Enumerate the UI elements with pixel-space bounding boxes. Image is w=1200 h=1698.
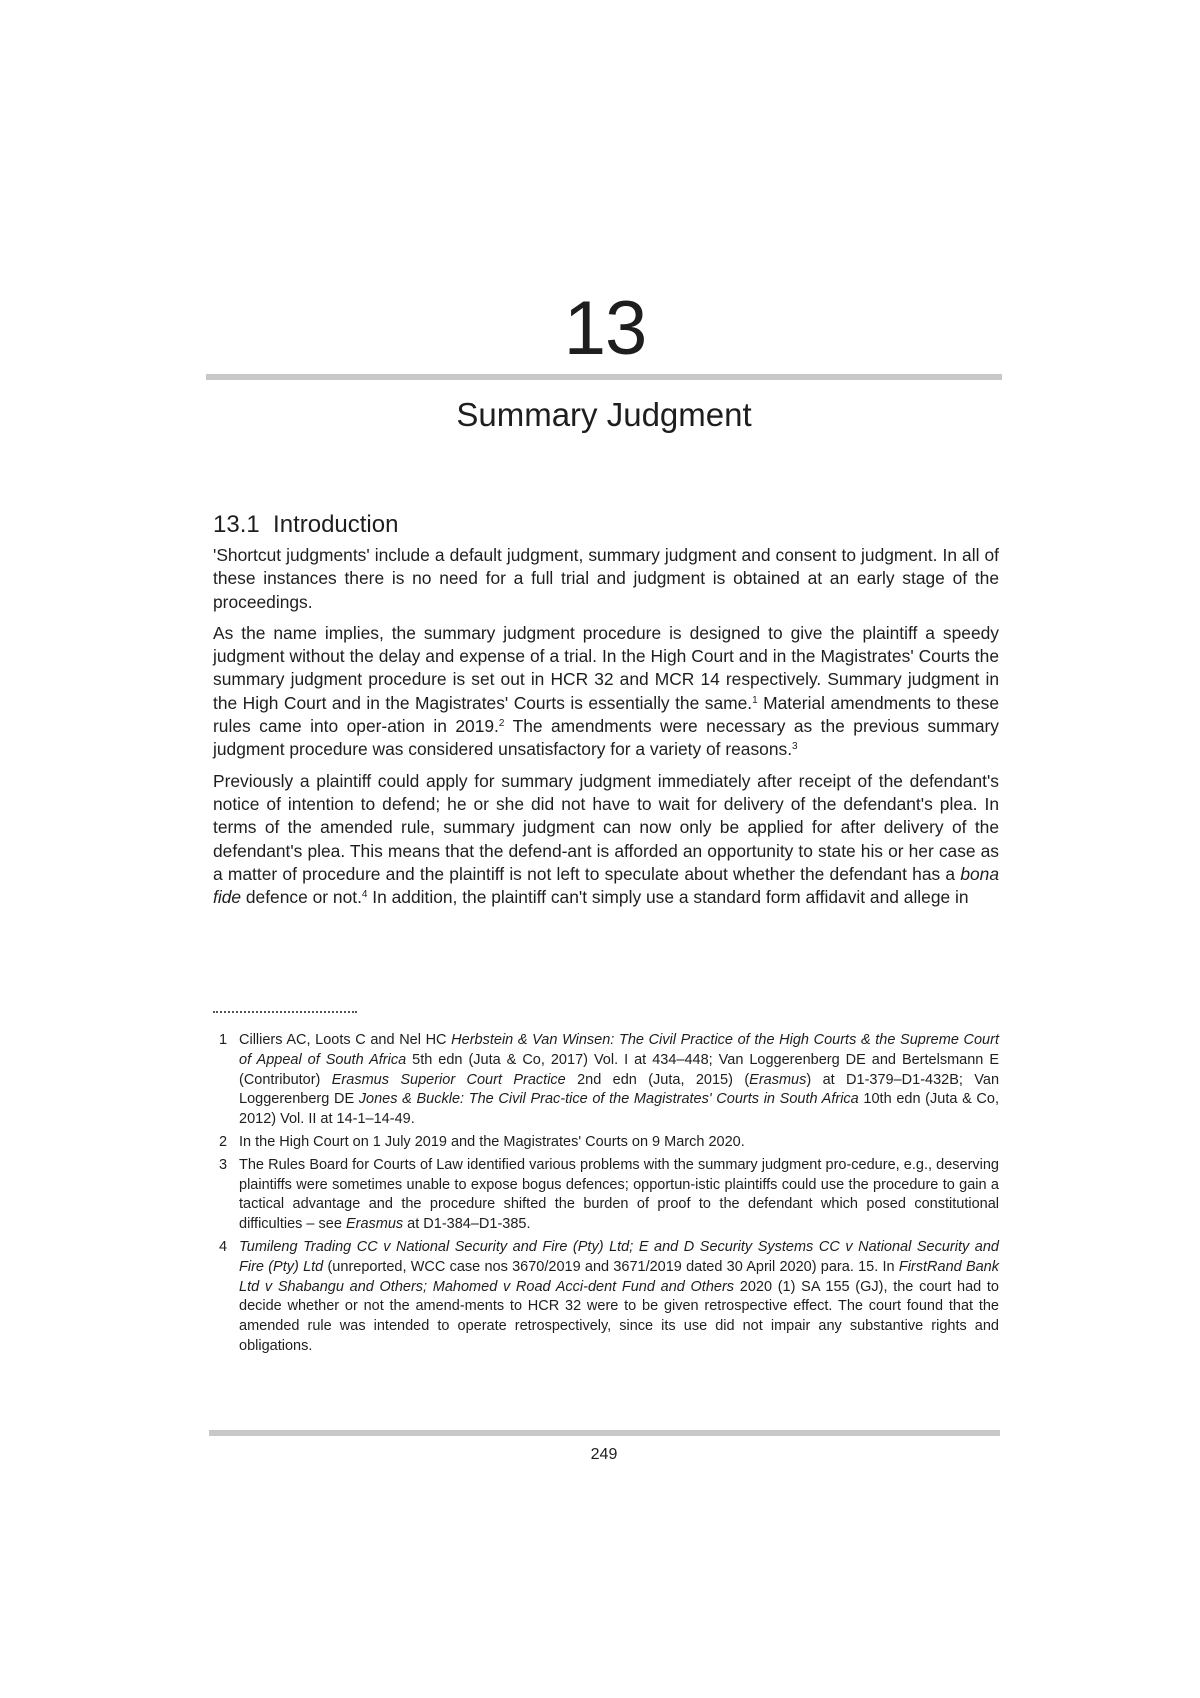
- footnote-text: 2020 (1) SA 155 (GJ), the court had to decide whether or not the amend-ments to HCR 32 were to be given retrospective effect. The court found that the amended rule was intended to operate retrospectively, since its use did not impair any substantive rights and obligations.: [239, 1278, 999, 1354]
- footnote-citation: Herbstein & Van Winsen: The Civil Practice of the High Courts & the Supreme Court of Appeal of South Africa: [239, 1032, 999, 1068]
- paragraph-summary-procedure: [213, 622, 999, 762]
- footnote-text: ) at D1-379–D1-432B; Van Loggerenberg DE: [239, 1071, 1000, 1108]
- footnote-text: Cilliers AC, Loots C and Nel HC: [239, 1032, 452, 1048]
- paragraph-text: defence or not.: [241, 887, 362, 908]
- paragraph-text: The amendments were necessary as the previous summary judgment procedure was considered unsatisfactory for a variety of reasons.: [213, 716, 999, 760]
- footnote-number: 2: [219, 1133, 228, 1150]
- footnote-number: 4: [219, 1238, 228, 1255]
- footnote-3: [213, 1156, 999, 1235]
- footnote-citation: Tumileng Trading CC v National Security and Fire (Pty) Ltd; E and D Security Systems CC v National Security and Fire (Pty) Ltd: [239, 1238, 999, 1275]
- paragraph-previous-procedure: [213, 770, 999, 910]
- footnote-ref-1[interactable]: 1: [752, 694, 758, 706]
- footnote-2: [213, 1133, 999, 1153]
- footnotes: [213, 1031, 999, 1360]
- paragraph-text: In addition, the plaintiff can't simply use a standard form affidavit and allege in: [367, 887, 969, 908]
- footnote-text: 2nd edn (Juta, 2015) (: [565, 1071, 750, 1088]
- footnote-text: The Rules Board for Courts of Law identified various problems with the summary judgment pro-cedure, e.g., deserving plaintiffs were sometimes unable to expose bogus defences; opportun-istic plaintiffs could use the procedure to gain a tactical advantage and the procedure shifted the burden of proof to the defendant which posed constitutional difficulties – see: [239, 1156, 999, 1233]
- footnote-ref-4[interactable]: 4: [361, 889, 368, 901]
- footnote-ref-2[interactable]: 2: [498, 718, 505, 730]
- footnote-citation: Jones & Buckle: The Civil Prac-tice of the Magistrates' Courts in South Africa: [358, 1091, 859, 1108]
- footnote-citation: Erasmus Superior Court Practice: [331, 1071, 566, 1088]
- footnote-1: [213, 1031, 999, 1130]
- footnote-4: [213, 1238, 999, 1357]
- footnote-citation: Erasmus: [345, 1216, 404, 1233]
- paragraph-text: Previously a plaintiff could apply for summary judgment immediately after receipt of the defendant's notice of intention to defend; he or she did not have to wait for delivery of the defendant's plea. In terms of the amended rule, summary judgment can now only be applied for after delivery of the defendant's plea. This means that the defend-ant is afforded an opportunity to state his or her case as a matter of procedure and the plaintiff is not left to speculate about whether the defendant has a: [213, 770, 999, 884]
- paragraph-intro: 'Shortcut judgments' include a default judgment, summary judgment and consent to judgment. In all of these instances there is no need for a full trial and judgment is obtained at an early stage of the proceedings.: [213, 545, 999, 612]
- paragraph-text: Material amendments to these rules came into oper-ation in 2019.: [213, 692, 999, 737]
- chapter-divider: [206, 374, 1002, 380]
- footnote-number: 1: [219, 1032, 228, 1048]
- body-text: [213, 544, 999, 917]
- paragraph-text: As the name implies, the summary judgment procedure is designed to give the plaintiff a speedy judgment without the delay and expense of a trial. In the High Court and in the Magistrates' Courts the summary judgment procedure is set out in HCR 32 and MCR 14 respectively. Summary judgment in the High Court and in the Magistrates' Courts is essentially the same.: [213, 622, 999, 713]
- chapter-number: 13: [563, 286, 647, 371]
- footnote-text: (unreported, WCC case nos 3670/2019 and 3671/2019 dated 30 April 2020) para. 15. In: [323, 1258, 899, 1275]
- footnote-separator: [213, 1011, 357, 1013]
- footnote-text: 10th edn (Juta & Co, 2012) Vol. II at 14-1–14-49.: [239, 1091, 1000, 1128]
- footnote-ref-3[interactable]: 3: [792, 741, 798, 753]
- footnote-text: 5th edn (Juta & Co, 2017) Vol. I at 434–448; Van Loggerenberg DE and Bertelsmann E (Contributor): [239, 1051, 999, 1088]
- section-heading: 13.1 Introduction: [213, 511, 399, 538]
- footnote-text: In the High Court on 1 July 2019 and the Magistrates' Courts on 9 March 2020.: [239, 1133, 745, 1150]
- footnote-number: 3: [219, 1156, 228, 1173]
- page-footer-rule: [209, 1430, 1000, 1436]
- footnote-text: at D1-384–D1-385.: [403, 1216, 531, 1233]
- footnote-citation: FirstRand Bank Ltd v Shabangu and Others; Mahomed v Road Acci-dent Fund and Others: [239, 1258, 999, 1295]
- chapter-title: Summary Judgment: [456, 396, 752, 433]
- page-number: 249: [590, 1446, 618, 1463]
- italic-term: bona fide: [213, 863, 999, 908]
- footnote-citation: Erasmus: [749, 1071, 807, 1088]
